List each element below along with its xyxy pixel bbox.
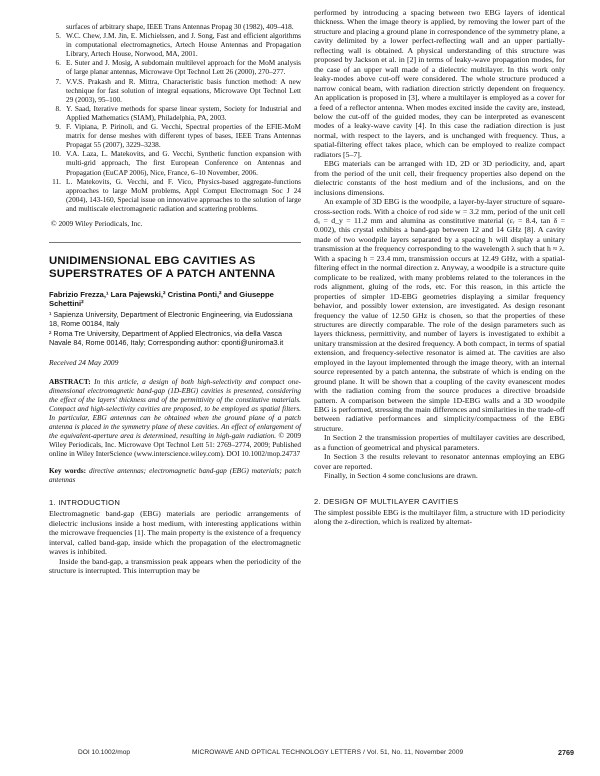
author-list: Fabrizio Frezza,¹ Lara Pajewski,² Cristina Ponti,² and Giuseppe Schettini²	[49, 289, 274, 309]
keywords-label: Key words:	[49, 466, 87, 476]
right-column	[314, 8, 565, 527]
affiliation: ² Roma Tre University, Department of Applied Electronics, via della Vasca Navale 84, Rome 00146, Italy; Corresponding author: cponti@uniroma3.it	[49, 328, 284, 347]
paragraph: Electromagnetic band-gap (EBG) materials are periodic arrangements of dielectric inclusions inside a host medium, with interesting applications within the microwave frequencies [1]. The main property is the existence of a frequency interval, called band-gap, inside which the propagation of the electromagnetic waves is inhibited.	[49, 509, 301, 557]
paragraph: performed by introducing a spacing between two EBG layers of identical thickness. When the image theory is applied, by removing the lower part of the structure and placing a ground plane in correspondence of the symmetry plane, a cavity delimited by a lower perfect-reflecting wall and an upper partially-reflecting wall is obtained. A physical understanding of this structure was proposed by Jackson et al. in [2] in terms of leaky-wave propagation modes, for the case of an upper wall made of a dielectric multilayer. In this work only leaky-modes above cut-off were considered. The whole structure produced a narrow conical beam, with radiation direction strictly dependent on frequency. An application is proposed in [3], where a multilayer is employed as a cover for a feed of a reflector antenna. When modes excited inside the cavity are, instead, below the cut-off of the guided modes, they can be interpreted as evanescent modes of a leaky-wave cavity [4]. In this case the radiation direction is just normal, with respect to the layers, and is unchanged with frequency. Thus, a spatial-filtering effect takes place, which can be employed to realize compact radiators [5–7].	[314, 8, 565, 159]
paragraph: EBG materials can be arranged with 1D, 2D or 3D periodicity, and, apart from the period of the unit cell, their frequency properties also depend on the dielectric constants of the host medium and of the inclusions, and on the inclusions dimensions.	[314, 159, 565, 197]
left-column	[49, 22, 301, 576]
paragraph: Finally, in Section 4 some conclusions are drawn.	[324, 471, 478, 481]
reference-item: 9. F. Vipiana, P. Pirinoli, and G. Vecchi, Spectral properties of the EFIE-MoM matrix for dense meshes with different types of bases, IEEE Trans Antennas Propagat 55 (2007), 3229–3238.	[55, 122, 301, 150]
reference-item: 5. W.C. Chew, J.M. Jin, E. Michielssen, and J. Song, Fast and efficient algorithms in computational electromagnetics, Artech House Antennas and Propagation Library, Artech House, Norwood, MA, 2001.	[55, 31, 301, 59]
paragraph: An example of 3D EBG is the woodpile, a layer-by-layer structure of square-cross-section rods. With a choice of rod side w = 3.2 mm, period of the unit cell dₓ = d_y = 11.2 mm and alumina as constitutive material (εᵣ = 8.4, tan δ = 0.002), this crystal exhibits a band-gap between 12 and 14 GHz [8]. A cavity made of two woodpile layers separated by a spacing h will display a unitary transmission at the frequency corresponding to the wavelength λ such that h ≈ λ. With a spacing h = 23.4 mm, transmission occurs at 12.49 GHz, with a spatial-filtering effect in the normal direction z. Anyway, a woodpile is a structure quite complicate to be realized, with many problems related to the tolerances in the rods alignment, gluing of the rods, etc. For this reason, in this article the properties of simpler 1D-EBG geometries displaying a similar frequency behavior, and possibly lower extension, are investigated. As design resonant frequency the value of 12.50 GHz is chosen, so that the properties of these structures are directly comparable. The role of the design parameters such as layers thickness, permittivity, and number of layers is investigated to exhibit a unitary transmission at the desired frequency. A both compact, in terms of spatial extension, and frequency-selective resonator is aimed at. The cavities are also employed in the layout implemented through the image theory, with an internal source represented by a patch antenna, the substrate of which is ending on the ground plane. It will be shown that a coupling of the cavity evanescent modes with the radiation coming from the source produces a directive broadside pattern. A comparison between the simple 1D-EBG walls and a 3D woodpile EBG is performed, stressing the main differences and similarities in the trade-off between radiative performances and simplicity/compactness of the EBG structure.	[314, 197, 565, 433]
page-number: 2769	[558, 748, 574, 757]
abstract-label: ABSTRACT:	[49, 376, 91, 386]
section-heading-design: 2. DESIGN OF MULTILAYER CAVITIES	[314, 496, 459, 506]
reference-item: 6. E. Suter and J. Mosig, A subdomain multilevel approach for the MoM analysis of large planar antennas, Microwave Opt Technol Lett 26 (2000), 270–277.	[55, 58, 301, 77]
abstract-text: In this article, a design of both high-selectivity and compact one-dimensional electromagnetic band-gap (1D-EBG) cavities is presented, considering the effect of the layers' thickness and of the permittivity of the constitutive materials. Compact and high-selectivity cavities are proposed, to be employed as spatial filters. In particular, EBG antennas can be obtained when the ground plane of a patch antenna is placed in the symmetry plane of these cavities. An effect of enlargement of the equivalent-aperture area is determined, resulting in high-gain radiation.	[49, 376, 301, 441]
section-divider	[49, 242, 301, 243]
paragraph: Inside the band-gap, a transmission peak appears when the periodicity of the structure is interrupted. This interruption may be	[49, 556, 301, 576]
footer-doi: DOI 10.1002/mop	[78, 749, 131, 756]
paragraph: The simplest possible EBG is the multilayer film, a structure with 1D periodicity along the z-direction, which is realized by alternat-	[314, 507, 565, 527]
copyright-notice: © 2009 Wiley Periodicals, Inc.	[51, 218, 143, 228]
keywords-text: directive antennas; electromagnetic band-gap (EBG) materials; patch antennas	[49, 466, 301, 485]
paragraph: In Section 3 the results relevant to resonator antennas employing an EBG cover are reported.	[314, 452, 565, 471]
footer-journal: MICROWAVE AND OPTICAL TECHNOLOGY LETTERS / Vol. 51, No. 11, November 2009	[192, 749, 464, 756]
abstract-citation: © 2009 Wiley Periodicals, Inc. Microwave Opt Technol Lett 51: 2769–2774, 2009; Published online in Wiley InterScience (www.interscience.wiley.com). DOI 10.1002/mop.24737	[49, 431, 301, 459]
introduction-text-right	[314, 8, 565, 481]
received-date: Received 24 May 2009	[49, 357, 119, 367]
paragraph: In Section 2 the transmission properties of multilayer cavities are described, as a function of geometrical and physical parameters.	[314, 433, 565, 452]
reference-item: 10. V.A. Laza, L. Matekovits, and G. Vecchi, Synthetic function expansion with multi-grid approach, The first European Conference on Antennas and Propagation (EuCAP 2006), Nice, France, 6–10 November, 2006.	[51, 149, 301, 177]
reference-item: 11. L. Matekovits, G. Vecchi, and F. Vico, Physics-based aggregate-functions approaches to large MoM problems, Appl Comput Electromagn Soc J 24 (2004), 143-160, Special issue on innovative approaches to the solution of large and multiscale electromagnetic radiation and scattering problems.	[52, 176, 301, 213]
affiliation: ¹ Sapienza University, Department of Electronic Engineering, via Eudossiana 18, Rome 00184, Italy	[49, 309, 293, 328]
reference-list	[49, 22, 301, 213]
introduction-text-left	[49, 509, 301, 575]
article-title: UNIDIMENSIONAL EBG CAVITIES AS SUPERSTRATES OF A PATCH ANTENNA	[49, 254, 276, 280]
reference-item: surfaces of arbitrary shape, IEEE Trans Antennas Propag 30 (1982), 409–418.	[66, 22, 294, 31]
reference-item: 7. V.V.S. Prakash and R. Mittra, Characteristic basis function method: A new technique for fast solution of integral equations, Microwave Opt Technol Lett 29 (2003), 95–100.	[55, 76, 301, 104]
section-heading-introduction: 1. INTRODUCTION	[49, 498, 121, 508]
section2-text	[314, 508, 565, 527]
keywords	[49, 466, 301, 484]
abstract	[49, 377, 301, 458]
reference-item: 8. Y. Saad, Iterative methods for sparse linear system, Society for Industrial and Applied Mathematics (SIAM), Philadelphia, PA, 2003.	[55, 103, 301, 122]
